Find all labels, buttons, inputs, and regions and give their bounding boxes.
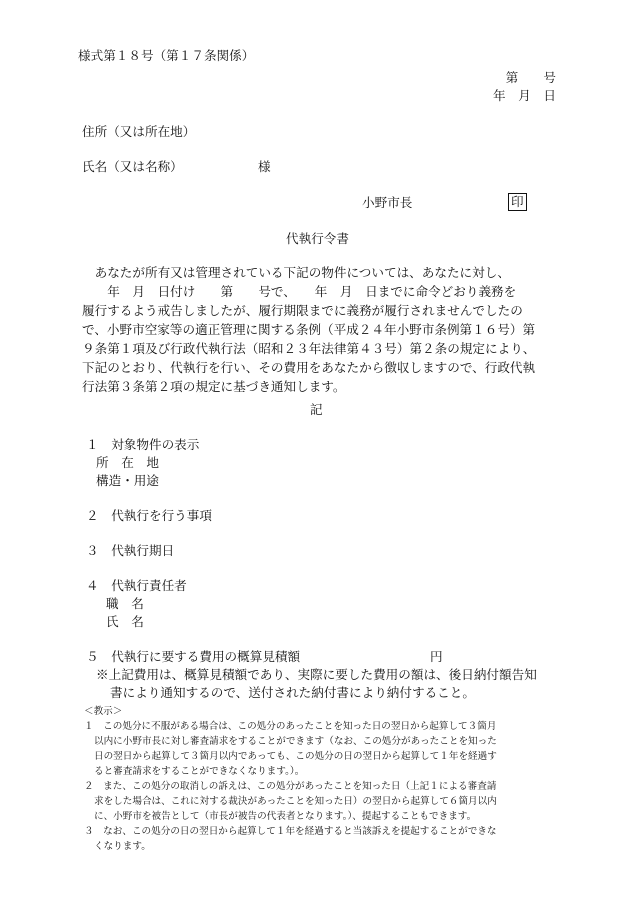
instruction-heading: ＜教示＞ <box>84 706 123 717</box>
item-5-note-line: 書により通知するので、送付された納付書により納付すること。 <box>110 685 475 700</box>
honorific: 様 <box>258 159 271 174</box>
name-label: 氏名（又は名称） <box>82 159 183 174</box>
item-5-heading: ５ 代執行に要する費用の概算見積額 <box>86 649 301 664</box>
item-4-position-label: 職 名 <box>106 596 144 611</box>
instruction-line: くなります。 <box>94 841 151 852</box>
issuer-title: 小野市長 <box>362 195 413 210</box>
instruction-line: ３ なお、この処分の日の翌日から起算して１年を経過すると当該訴えを提起することができな <box>84 826 497 837</box>
seal-text: 印 <box>508 193 527 211</box>
instruction-line: に、小野市を被告として（市長が被告の代表者となります。）、提起することもできます。 <box>94 811 477 822</box>
body-line: で、小野市空家等の適正管理に関する条例（平成２４年小野市条例第１６号）第 <box>82 322 536 337</box>
item-5-currency-unit: 円 <box>430 649 443 664</box>
address-label: 住所（又は所在地） <box>82 124 196 139</box>
body-line: あなたが所有又は管理されている下記の物件については、あなたに対し、 <box>82 265 510 280</box>
body-line: 年 月 日付け 第 号で、 年 月 日までに命令どおり義務を <box>82 284 517 299</box>
instruction-line: 求をした場合は、これに対する裁決があったことを知った日）の翌日から起算して６箇月以内 <box>94 796 497 807</box>
document-date: 年 月 日 <box>493 88 556 103</box>
document-title: 代執行令書 <box>286 231 349 246</box>
instruction-line: 日の翌日から起算して３箇月以内であっても、この処分の日の翌日から起算して１年を経過す <box>94 751 497 762</box>
instruction-line: 以内に小野市長に対し審査請求をすることができます（なお、この処分があったことを知った <box>94 736 497 747</box>
document-number: 第 号 <box>505 70 556 85</box>
body-line: 履行するよう戒告しましたが、履行期限までに義務が履行されませんでしたの <box>82 303 523 318</box>
seal-mark <box>508 191 527 211</box>
body-line: ９条第１項及び行政代執行法（昭和２３年法律第４３号）第２条の規定により、 <box>82 341 536 356</box>
body-line: 下記のとおり、代執行を行い、その費用をあなたから徴収しますので、行政代執 <box>82 360 536 375</box>
form-label: 様式第１８号（第１７条関係） <box>78 48 255 63</box>
item-4-heading: ４ 代執行責任者 <box>86 578 187 593</box>
item-1-heading: １ 対象物件の表示 <box>86 437 200 452</box>
ki-marker: 記 <box>310 402 323 417</box>
body-paragraph <box>82 263 535 396</box>
item-1-structure-label: 構造・用途 <box>96 473 159 488</box>
body-line: 行法第３条第２項の規定に基づき通知します。 <box>82 379 346 394</box>
instruction-line: １ この処分に不服がある場合は、この処分のあったことを知った日の翌日から起算して３箇月 <box>84 721 497 732</box>
instruction-line: ２ また、この処分の取消しの訴えは、この処分があったことを知った日（上記１による審査請 <box>84 781 497 792</box>
item-3-heading: ３ 代執行期日 <box>86 543 175 558</box>
item-4-person-label: 氏 名 <box>106 614 144 629</box>
item-2-heading: ２ 代執行を行う事項 <box>86 508 212 523</box>
item-1-location-label: 所 在 地 <box>96 455 159 470</box>
item-5-note-line: ※上記費用は、概算見積額であり、実際に要した費用の額は、後日納付額告知 <box>96 667 537 682</box>
instruction-line: ると審査請求をすることができなくなります。）。 <box>94 766 305 777</box>
instruction-list <box>84 719 497 854</box>
